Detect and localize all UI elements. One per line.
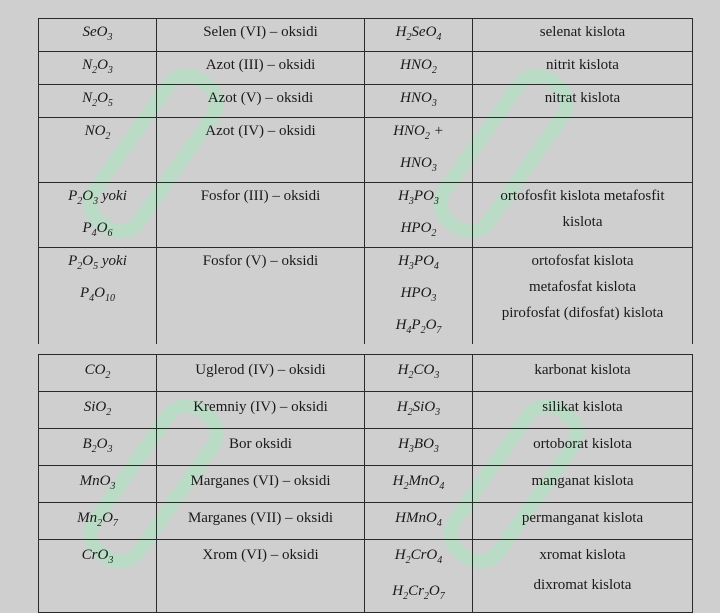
- oxide-name-cell: [157, 52, 365, 85]
- formula-line: $HNO_3$: [400, 155, 437, 174]
- acid-name-cell: [473, 19, 693, 52]
- table-row: [39, 429, 693, 466]
- formula-line: $P_4O_6$: [82, 220, 113, 239]
- text-line: Selen (VI) – oksidi: [203, 24, 318, 40]
- table-row: [39, 355, 693, 392]
- formula-line: $N_2O_3$: [82, 57, 113, 76]
- text-line: pirofosfat (difosfat) kislota: [501, 305, 664, 321]
- text-line: Marganes (VI) – oksidi: [190, 473, 331, 489]
- acid-name-cell: [473, 52, 693, 85]
- text-line: ortofosfat kislota: [531, 253, 634, 269]
- formula-line: $H_4P_2O_7$: [395, 317, 442, 336]
- table-row: [39, 85, 693, 118]
- oxide-formula-cell: [39, 248, 157, 345]
- table-row: [39, 540, 693, 613]
- formula-line: $B_2O_3$: [82, 436, 113, 455]
- oxide-acid-tables: [38, 18, 692, 613]
- acid-formula-cell: [365, 118, 473, 183]
- text-line: xromat kislota: [539, 547, 626, 563]
- oxide-formula-cell: [39, 429, 157, 466]
- table-row: [39, 52, 693, 85]
- formula-line: $H_2CrO_4$: [394, 547, 443, 566]
- oxide-name-cell: [157, 392, 365, 429]
- oxide-table-bottom: [38, 354, 693, 613]
- formula-line: MnO$_3$: [79, 473, 116, 492]
- text-line: ortoborat kislota: [533, 436, 632, 452]
- formula-line: $H_2Cr_2O_7$: [392, 583, 445, 602]
- acid-formula-cell: [365, 85, 473, 118]
- text-line: nitrat kislota: [544, 90, 621, 106]
- text-line: Marganes (VII) – oksidi: [187, 510, 334, 526]
- formula-line: $H_2SeO_4$: [395, 24, 442, 43]
- text-line: dixromat kislota: [533, 577, 632, 593]
- acid-formula-cell: [365, 392, 473, 429]
- formula-line: $Mn_2O_7$: [77, 510, 118, 529]
- text-line: karbonat kislota: [534, 362, 631, 378]
- table-row: [39, 466, 693, 503]
- table-row: [39, 503, 693, 540]
- formula-line: $HPO_2$: [400, 220, 437, 239]
- acid-name-cell: [473, 248, 693, 345]
- formula-line: $H_3BO_3$: [398, 436, 439, 455]
- formula-line: $H_2SiO_3$: [396, 399, 441, 418]
- formula-line: $H_3PO_3$: [398, 188, 439, 207]
- acid-name-cell: [473, 183, 693, 248]
- oxide-name-cell: [157, 183, 365, 248]
- table-row: [39, 183, 693, 248]
- oxide-name-cell: [157, 19, 365, 52]
- oxide-name-cell: [157, 503, 365, 540]
- formula-line: $CO_2$: [84, 362, 111, 381]
- formula-line: HMnO$_4$: [395, 510, 442, 529]
- text-line: Azot (IV) – oksidi: [205, 123, 316, 139]
- oxide-name-cell: [157, 85, 365, 118]
- text-line: manganat kislota: [531, 473, 634, 489]
- text-line: Azot (V) – oksidi: [207, 90, 314, 106]
- text-line: Kremniy (IV) – oksidi: [193, 399, 328, 415]
- formula-line: $HNO_2$ +: [393, 123, 444, 142]
- acid-formula-cell: [365, 52, 473, 85]
- acid-formula-cell: [365, 466, 473, 503]
- table-row: [39, 248, 693, 345]
- oxide-formula-cell: [39, 392, 157, 429]
- acid-name-cell: [473, 85, 693, 118]
- oxide-name-cell: [157, 429, 365, 466]
- text-line: Uglerod (IV) – oksidi: [195, 362, 326, 378]
- text-line: permanganat kislota: [521, 510, 644, 526]
- formula-line: $H_3PO_4$: [398, 253, 439, 272]
- oxide-table-top: [38, 18, 693, 344]
- oxide-formula-cell: [39, 466, 157, 503]
- text-line: selenat kislota: [539, 24, 626, 40]
- oxide-name-cell: [157, 540, 365, 613]
- oxide-name-cell: [157, 118, 365, 183]
- acid-name-cell: [473, 355, 693, 392]
- acid-name-cell: [473, 429, 693, 466]
- text-line: nitrit kislota: [546, 57, 619, 73]
- formula-line: $HNO_2$: [400, 57, 437, 76]
- formula-line: SiO$_2$: [83, 399, 112, 418]
- formula-line: SeO$_3$: [82, 24, 113, 43]
- formula-line: $N_2O_5$: [82, 90, 113, 109]
- formula-line: $NO_2$: [84, 123, 111, 142]
- formula-line: $H_2CO_3$: [397, 362, 440, 381]
- acid-name-cell: [473, 503, 693, 540]
- acid-formula-cell: [365, 540, 473, 613]
- acid-formula-cell: [365, 248, 473, 345]
- table-row: [39, 19, 693, 52]
- formula-line: $P_2O_5$ yoki: [68, 253, 127, 272]
- acid-name-cell: [473, 392, 693, 429]
- text-line: silikat kislota: [542, 399, 623, 415]
- acid-name-cell: [473, 466, 693, 503]
- acid-formula-cell: [365, 19, 473, 52]
- text-line: Fosfor (III) – oksidi: [200, 188, 321, 204]
- oxide-formula-cell: [39, 85, 157, 118]
- formula-line: $HNO_3$: [400, 90, 437, 109]
- oxide-formula-cell: [39, 503, 157, 540]
- oxide-formula-cell: [39, 540, 157, 613]
- acid-name-cell: [473, 540, 693, 613]
- text-line: Azot (III) – oksidi: [205, 57, 316, 73]
- formula-line: $P_4O_{10}$: [79, 285, 115, 304]
- oxide-formula-cell: [39, 19, 157, 52]
- oxide-formula-cell: [39, 355, 157, 392]
- text-line: Fosfor (V) – oksidi: [202, 253, 319, 269]
- acid-formula-cell: [365, 503, 473, 540]
- oxide-formula-cell: [39, 183, 157, 248]
- acid-name-cell: [473, 118, 693, 183]
- text-line: metafosfat kislota: [528, 279, 637, 295]
- formula-line: CrO$_3$: [81, 547, 114, 566]
- text-line: Bor oksidi: [229, 436, 292, 452]
- text-line: Xrom (VI) – oksidi: [202, 547, 319, 563]
- oxide-name-cell: [157, 355, 365, 392]
- formula-line: $HPO_3$: [400, 285, 437, 304]
- oxide-formula-cell: [39, 118, 157, 183]
- acid-formula-cell: [365, 429, 473, 466]
- oxide-name-cell: [157, 466, 365, 503]
- oxide-formula-cell: [39, 52, 157, 85]
- table-row: [39, 118, 693, 183]
- formula-line: $H_2MnO_4$: [392, 473, 445, 492]
- text-line: ortofosfit kislota metafosfit: [500, 188, 665, 204]
- acid-formula-cell: [365, 355, 473, 392]
- oxide-name-cell: [157, 248, 365, 345]
- table-row: [39, 392, 693, 429]
- formula-line: $P_2O_3$ yoki: [68, 188, 127, 207]
- text-line: kislota: [562, 214, 603, 230]
- acid-formula-cell: [365, 183, 473, 248]
